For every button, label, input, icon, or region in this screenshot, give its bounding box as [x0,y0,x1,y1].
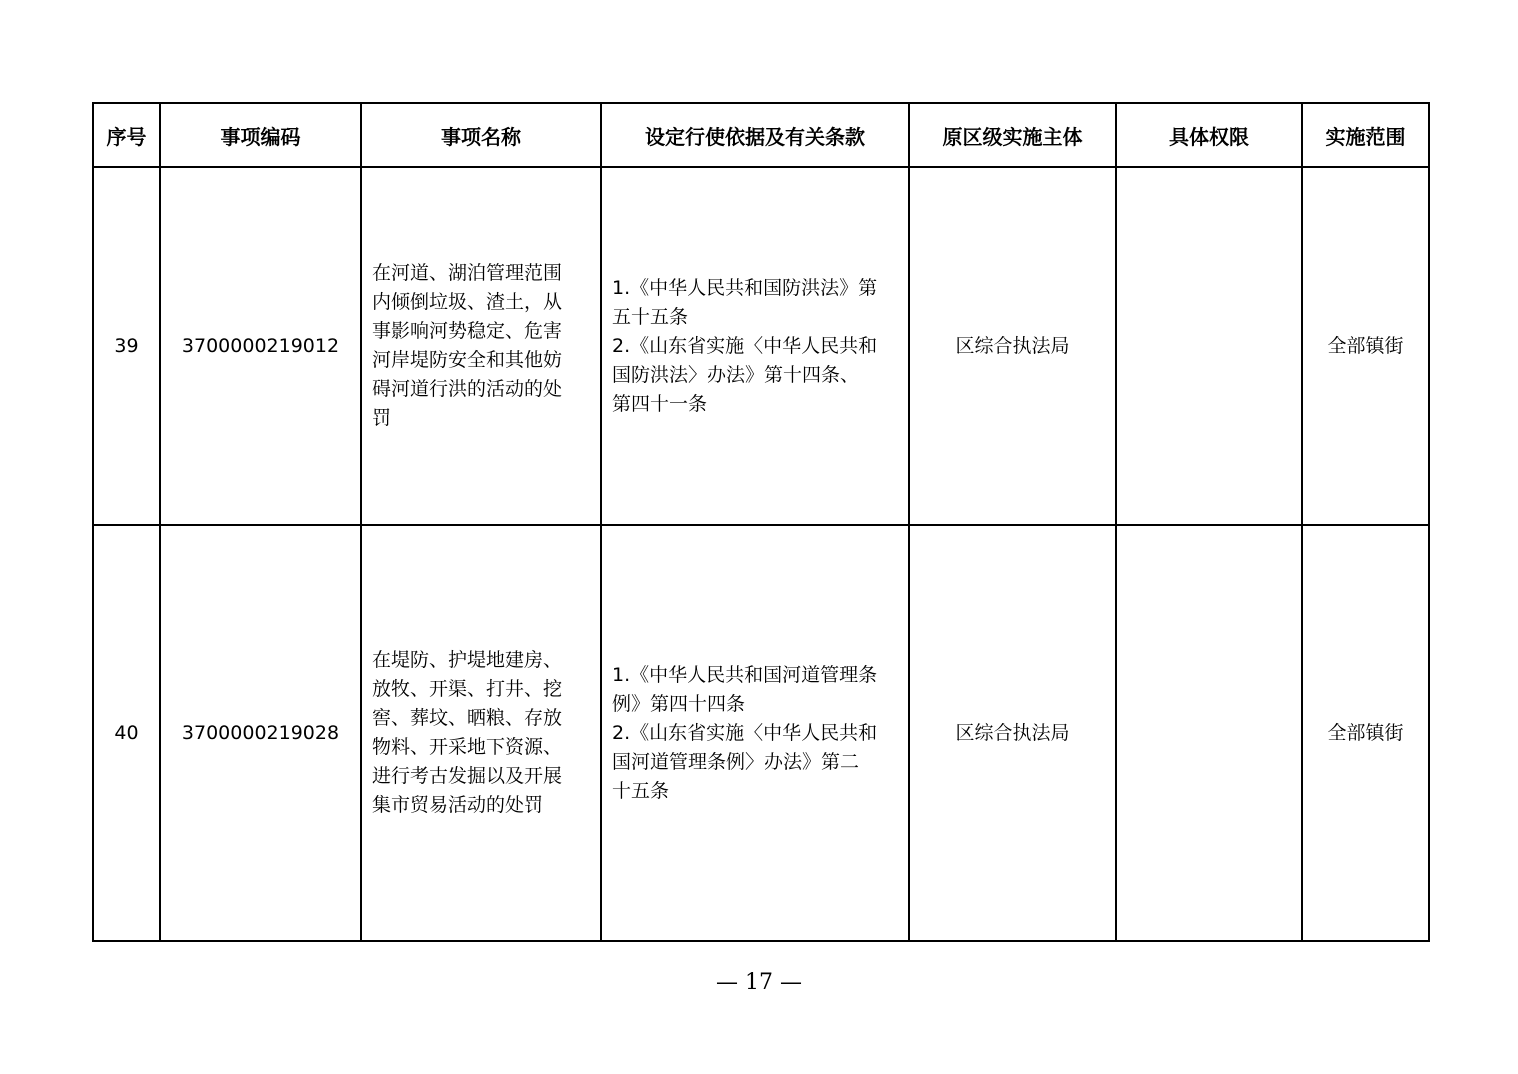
basis-line: 2.《山东省实施〈中华人民共和 [612,334,878,357]
header-index: 序号 [93,103,160,167]
header-basis: 设定行使依据及有关条款 [601,103,909,167]
basis-line: 国防洪法〉办法》第十四条、 [612,363,860,386]
name-line: 集市贸易活动的处罚 [372,794,544,816]
name-line: 物料、开采地下资源、 [372,736,563,758]
powers-list-table [92,102,1430,942]
header-scope: 实施范围 [1302,103,1429,167]
name-line: 事影响河势稳定、危害 [372,320,563,342]
name-line: 在堤防、护堤地建房、 [372,649,563,671]
basis-line: 五十五条 [612,305,689,328]
cell-name [361,525,601,941]
basis-line: 1.《中华人民共和国防洪法》第 [612,276,878,299]
cell-scope: 全部镇街 [1302,525,1429,941]
cell-authority [1116,525,1302,941]
cell-name [361,167,601,525]
cell-entity: 区综合执法局 [909,525,1116,941]
name-line: 碍河道行洪的活动的处 [372,378,563,400]
cell-code: 3700000219028 [160,525,361,941]
name-line: 在河道、湖泊管理范围 [372,262,563,284]
header-authority: 具体权限 [1116,103,1302,167]
basis-line: 2.《山东省实施〈中华人民共和 [612,721,878,744]
header-code: 事项编码 [160,103,361,167]
basis-line: 1.《中华人民共和国河道管理条 [612,663,878,686]
name-line: 内倾倒垃圾、渣土，从 [372,291,563,313]
cell-index: 39 [93,167,160,525]
basis-line: 第四十一条 [612,392,708,415]
cell-scope: 全部镇街 [1302,167,1429,525]
name-line: 窖、葬坟、晒粮、存放 [372,707,563,729]
cell-basis [601,525,909,941]
document-table-container [92,102,1428,942]
cell-basis [601,167,909,525]
table-header-row [93,103,1429,167]
name-line: 罚 [372,407,392,429]
table-row [93,167,1429,525]
name-line: 放牧、开渠、打井、挖 [372,678,563,700]
page-number: — 17 — [716,970,802,995]
table-row [93,525,1429,941]
basis-line: 十五条 [612,779,670,802]
header-entity: 原区级实施主体 [909,103,1116,167]
name-line: 进行考古发掘以及开展 [372,765,563,787]
cell-authority [1116,167,1302,525]
cell-code: 3700000219012 [160,167,361,525]
cell-entity: 区综合执法局 [909,167,1116,525]
basis-line: 国河道管理条例〉办法》第二 [612,750,860,773]
cell-index: 40 [93,525,160,941]
basis-line: 例》第四十四条 [612,692,746,715]
name-line: 河岸堤防安全和其他妨 [372,349,563,371]
header-name: 事项名称 [361,103,601,167]
